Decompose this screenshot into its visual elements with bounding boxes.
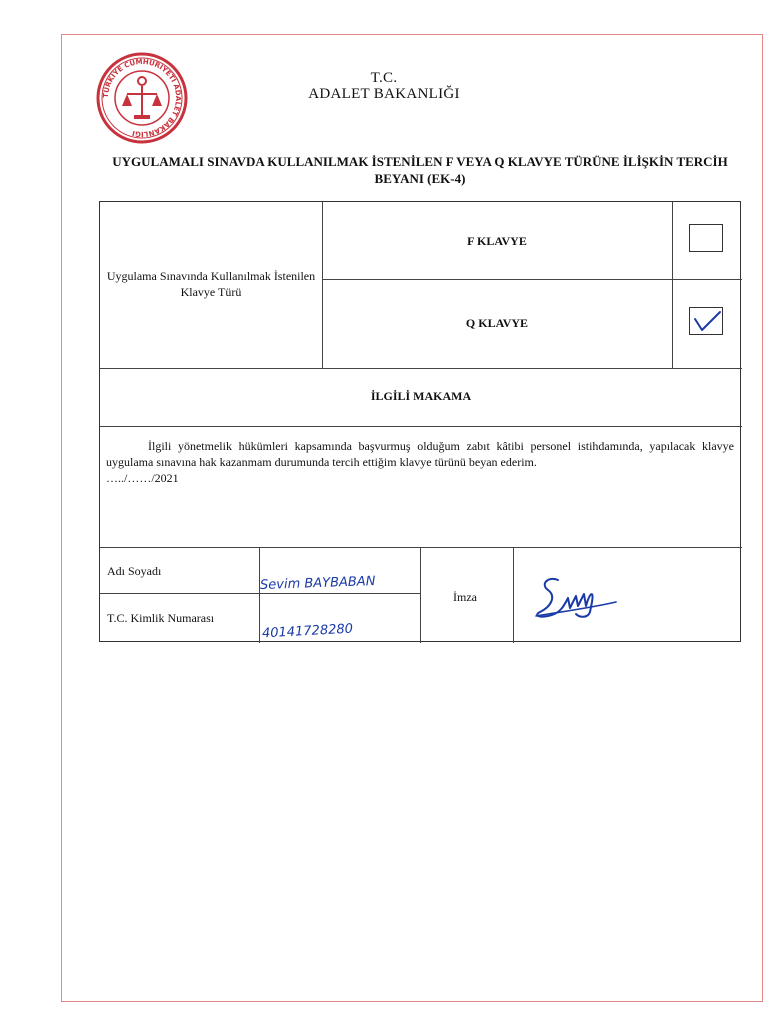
signature-label: İmza (453, 590, 477, 604)
keyboard-type-label: Uygulama Sınavında Kullanılmak İstenilen Klavye Türü (106, 269, 316, 299)
statement-text: İlgili yönetmelik hükümleri kapsamında başvurmuş olduğum zabıt kâtibi personel istihdamında, yapılacak klavye uygulama sınavına hak kazanmam durumunda tercih ettiğim klavye türünü beyan ederim. (106, 439, 734, 469)
checkmark-icon (690, 308, 724, 336)
q-keyboard-checkbox[interactable] (689, 307, 723, 335)
q-keyboard-label: Q KLAVYE (465, 316, 529, 330)
seal-text: TÜRKİYE CUMHURİYETİ ADALET BAKANLIĞI (101, 57, 183, 139)
form-title: UYGULAMALI SINAVDA KULLANILMAK İSTENİLEN F VEYA Q KLAVYE TÜRÜNE İLİŞKİN TERCİH BEYANI (EK-4) (112, 154, 728, 186)
f-keyboard-checkbox[interactable] (689, 224, 723, 252)
statement-paragraph (106, 438, 734, 486)
header-tc: T.C. (370, 70, 398, 86)
statement-date: …../……/2021 (106, 471, 179, 485)
handwritten-signature (530, 572, 620, 622)
form-table (99, 201, 741, 642)
name-label: Adı Soyadı (107, 564, 162, 578)
name-value: Sevim BAYBABAN (259, 573, 376, 594)
f-keyboard-label: F KLAVYE (467, 234, 527, 248)
header-ministry: ADALET BAKANLIĞI (308, 86, 460, 102)
id-number-label: T.C. Kimlik Numarası (107, 611, 215, 625)
addressee-heading: İLGİLİ MAKAMA (370, 389, 472, 403)
id-number-value: 40141728280 (261, 621, 354, 642)
